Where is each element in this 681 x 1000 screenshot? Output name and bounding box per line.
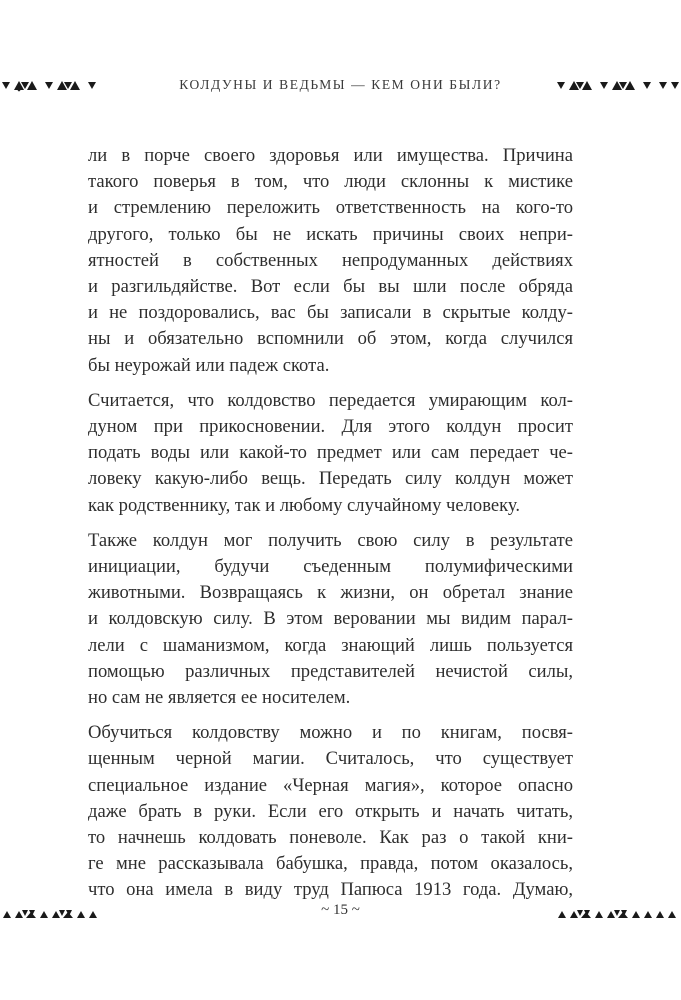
page-number: ~ 15 ~ bbox=[321, 902, 360, 918]
text-line: и стремлению переложить ответственность на кого-то bbox=[88, 197, 573, 219]
text-line: специальное издание «Черная магия», которое опасно bbox=[88, 774, 573, 796]
text-line: инициации, будучи съеденным полумифическими bbox=[88, 556, 573, 578]
text-line: другого, только бы не искать причины своих непри- bbox=[88, 223, 573, 245]
page-footer bbox=[0, 902, 681, 926]
paragraph bbox=[88, 388, 573, 519]
text-line: Обучиться колдовству можно и по книгам, посвя- bbox=[88, 722, 573, 744]
text-line: бы неурожай или падеж скота. bbox=[88, 354, 330, 376]
text-line: ли в порче своего здоровья или имущества. Причина bbox=[88, 145, 573, 166]
text-line: лели с шаманизмом, когда знающий лишь пользуется bbox=[88, 634, 573, 656]
folk-ornament-icon bbox=[0, 76, 110, 96]
text-line: даже брать в руки. Если его открыть и начать читать, bbox=[88, 800, 573, 822]
text-line: что она имела в виду труд Папюса 1913 года. Думаю, bbox=[88, 879, 573, 901]
text-line: Также колдун мог получить свою силу в результате bbox=[88, 529, 573, 551]
folk-ornament-icon bbox=[555, 904, 681, 924]
text-line: такого поверья в том, что люди склонны к мистике bbox=[88, 171, 573, 193]
text-line: помощью различных представителей нечистой силы, bbox=[88, 660, 573, 682]
text-line: щенным черной магии. Считалось, что существует bbox=[88, 748, 573, 770]
text-line: ловеку какую-либо вещь. Передать силу колдун может bbox=[88, 468, 573, 490]
running-title: КОЛДУНЫ И ВЕДЬМЫ — КЕМ ОНИ БЫЛИ? bbox=[179, 77, 502, 92]
page-body bbox=[88, 143, 573, 913]
text-line: как родственнику, так и любому случайному человеку. bbox=[88, 494, 520, 516]
text-line: и разгильдяйстве. Вот если бы вы шли после обряда bbox=[88, 276, 573, 298]
text-line: животными. Возвращаясь к жизни, он обретал знание bbox=[88, 582, 573, 604]
paragraph bbox=[88, 720, 573, 903]
folk-ornament-icon bbox=[555, 76, 681, 96]
text-line: и не поздоровались, вас бы записали в скрытые колду- bbox=[88, 302, 573, 324]
text-line: то начнешь колдовать поневоле. Как раз о такой кни- bbox=[88, 827, 573, 849]
text-line: ны и обязательно вспомнили об этом, когда случился bbox=[88, 328, 573, 350]
text-line: подать воды или какой-то предмет или сам передает че- bbox=[88, 442, 573, 464]
text-line: ятностей в собственных непродуманных действиях bbox=[88, 249, 573, 271]
paragraph bbox=[88, 528, 573, 711]
text-line: Считается, что колдовство передается умирающим кол- bbox=[88, 389, 573, 411]
text-line: ге мне рассказывала бабушка, правда, потом оказалось, bbox=[88, 853, 573, 875]
text-line: но сам не является ее носителем. bbox=[88, 687, 351, 709]
running-header bbox=[0, 74, 681, 98]
text-line: и колдовскую силу. В этом веровании мы видим парал- bbox=[88, 608, 573, 630]
paragraph bbox=[88, 143, 573, 379]
folk-ornament-icon bbox=[0, 904, 110, 924]
text-line: дуном при прикосновении. Для этого колдун просит bbox=[88, 416, 573, 438]
